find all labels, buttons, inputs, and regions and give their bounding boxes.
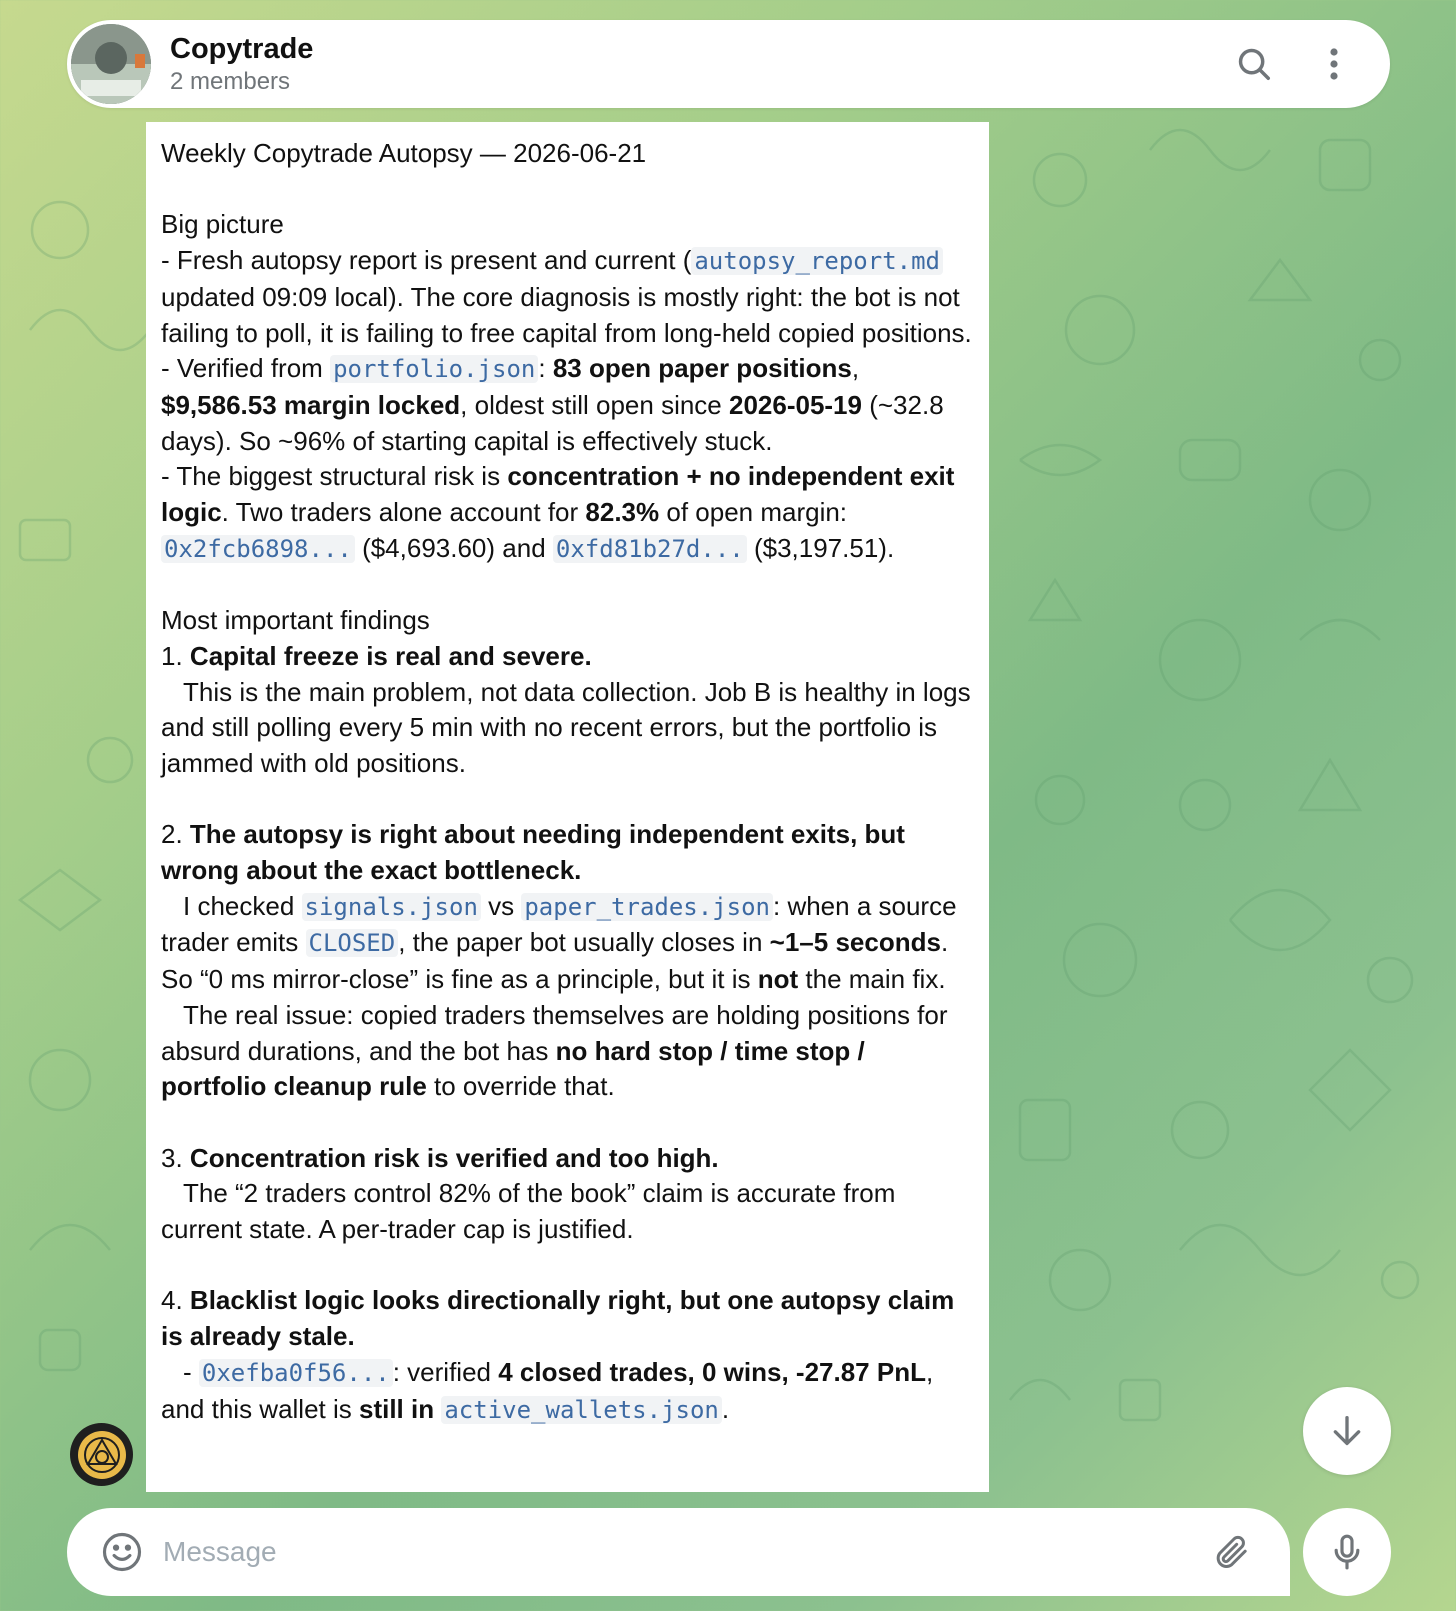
chat-avatar[interactable] [71, 24, 151, 104]
section-label-big-picture: Big picture [161, 209, 284, 240]
scroll-to-bottom-button[interactable] [1303, 1387, 1391, 1475]
finding-4-title: 4. Blacklist logic looks directionally right, but one autopsy claim is already stale. [161, 1285, 955, 1352]
inline-code: CLOSED [306, 929, 399, 957]
big-picture-point-2: - Verified from portfolio.json : 83 open paper positions, $9,586.53 margin locked, oldest still open since 2026-05-19 (~32.8 days). So ~96% of starting capital is effectively stuck. [161, 353, 944, 456]
inline-code[interactable]: 0x2fcb6898... [161, 535, 355, 563]
inline-code: signals.json [302, 893, 481, 921]
inline-code: active_wallets.json [441, 1396, 722, 1424]
inline-code: paper_trades.json [521, 893, 773, 921]
big-picture-point-1: - Fresh autopsy report is present and current ( autopsy_report.md updated 09:09 local). The core diagnosis is mostly right: the bot is not failing to poll, it is failing to free capital from long-held copied positions. [161, 245, 972, 348]
big-picture-point-3: - The biggest structural risk is concentration + no independent exit logic. Two traders alone account for 82.3% of open margin: 0x2fcb6898... ($4,693.60) and 0xfd81b27d... ($3,197.51). [161, 461, 955, 563]
sender-avatar[interactable] [70, 1423, 133, 1486]
paperclip-icon [1211, 1532, 1251, 1572]
finding-3-body: The “2 traders control 82% of the book” claim is accurate from current state. A per-trader cap is justified. [161, 1178, 896, 1245]
member-count: 2 members [170, 68, 291, 95]
message-heading: Weekly Copytrade Autopsy — 2026-06-21 [161, 138, 647, 168]
arrow-down-icon [1327, 1411, 1367, 1451]
message-bubble [146, 122, 989, 1492]
chat-header [67, 20, 1390, 108]
emoji-button[interactable] [95, 1525, 149, 1579]
finding-4-body: - 0xefba0f56... : verified 4 closed trades, 0 wins, -27.87 PnL, and this wallet is still in active_wallets.json . [161, 1356, 934, 1424]
finding-2-body-1: I checked signals.json vs paper_trades.json : when a source trader emits CLOSED , the paper bot usually closes in ~1–5 seconds. So “0 ms mirror-close” is fine as a principle, but it is not the main fix. [161, 890, 957, 995]
chat-info[interactable] [170, 31, 313, 97]
chat-title: Copytrade [170, 33, 314, 65]
inline-code: portfolio.json [330, 355, 538, 383]
search-button[interactable] [1226, 36, 1282, 92]
more-vertical-icon [1328, 46, 1340, 82]
finding-2-body-2: The real issue: copied traders themselves are holding positions for absurd durations, and the bot has no hard stop / time stop / portfolio cleanup rule to override that. [161, 999, 948, 1102]
finding-1-title: 1. Capital freeze is real and severe. [161, 640, 592, 671]
voice-message-button[interactable] [1303, 1508, 1391, 1596]
inline-code[interactable]: 0xefba0f56... [199, 1359, 393, 1387]
microphone-icon [1327, 1532, 1367, 1572]
emoji-icon [101, 1531, 143, 1573]
more-options-button[interactable] [1306, 36, 1362, 92]
inline-code: autopsy_report.md [691, 247, 943, 275]
finding-2-title: 2. The autopsy is right about needing independent exits, but wrong about the exact bottleneck. [161, 819, 905, 886]
finding-1-body: This is the main problem, not data collection. Job B is healthy in logs and still polling every 5 min with no recent errors, but the portfolio is jammed with old positions. [161, 676, 971, 778]
search-icon [1235, 45, 1273, 83]
inline-code[interactable]: 0xfd81b27d... [553, 535, 747, 563]
message-composer [67, 1508, 1290, 1596]
finding-3-title: 3. Concentration risk is verified and too high. [161, 1142, 719, 1173]
message-input[interactable] [163, 1522, 1204, 1582]
attach-button[interactable] [1204, 1525, 1258, 1579]
bot-logo-icon [77, 1430, 127, 1480]
section-label-findings: Most important findings [161, 605, 430, 636]
